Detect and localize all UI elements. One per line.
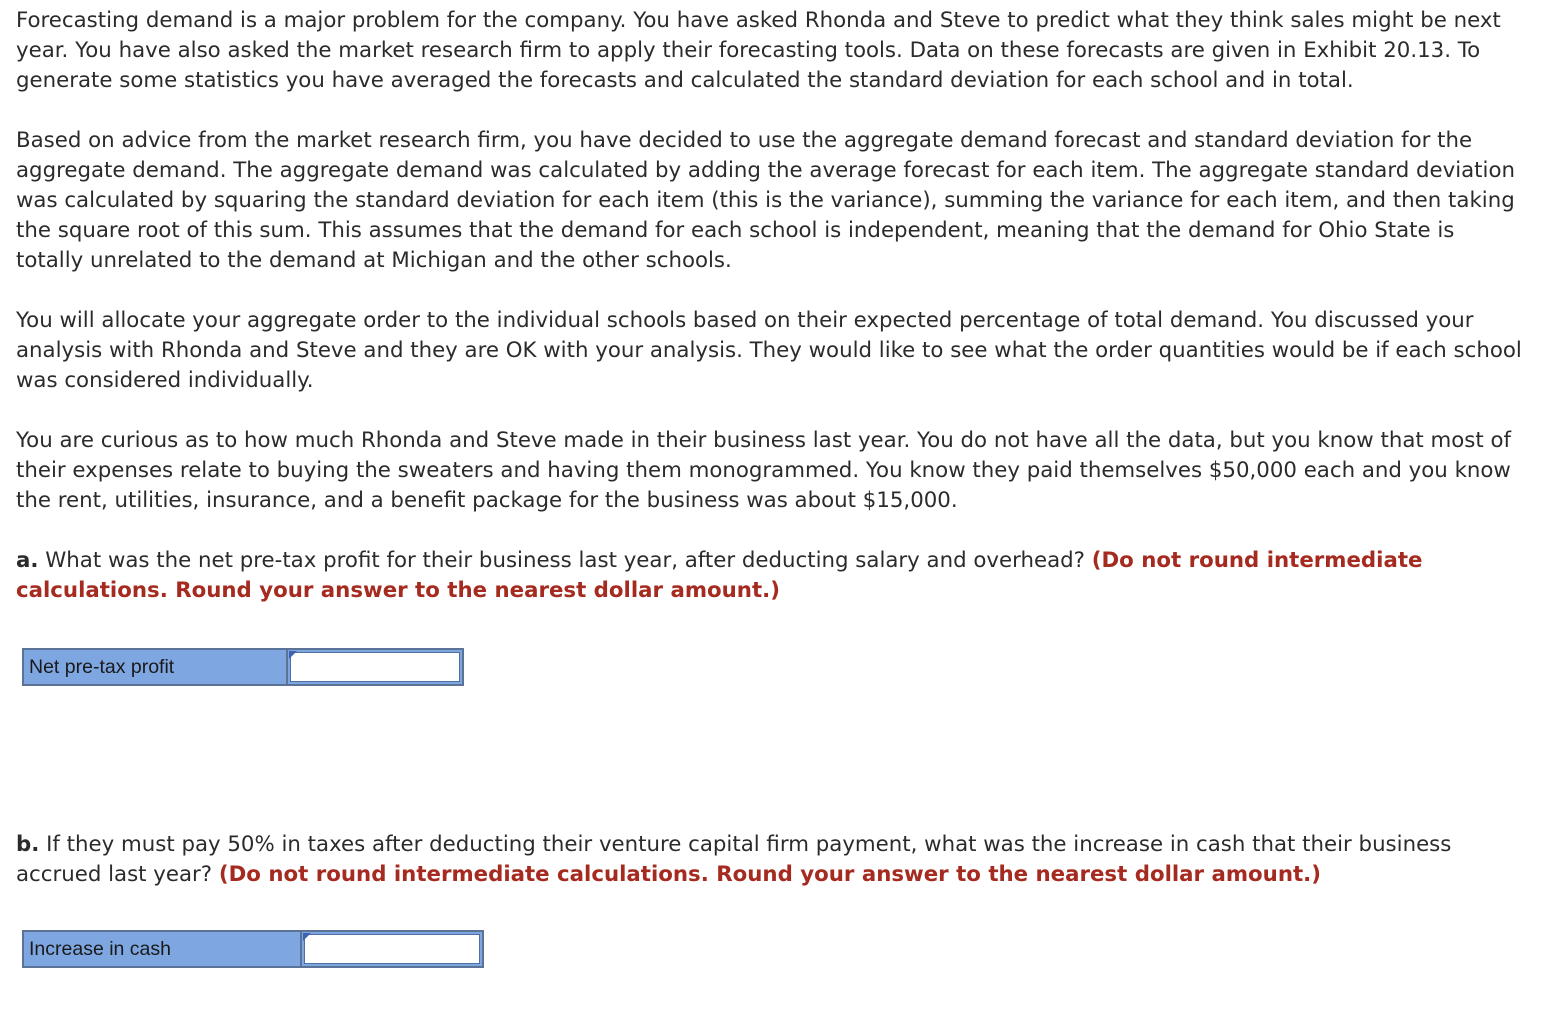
question-b-instruction: (Do not round intermediate calculations. Round your answer to the nearest dollar amount.) [218,862,1321,887]
question-a-letter: a. [16,548,39,573]
increase-in-cash-label: Increase in cash [22,930,302,968]
question-b-letter: b. [16,832,40,857]
question-b-text: If they must pay 50% in taxes after deducting their venture capital firm payment, what was the increase in cash that their business accrued last year? [16,832,1452,887]
cell-marker-icon [289,651,297,659]
answer-cell-a [288,648,464,686]
intro-paragraph-allocation: You will allocate your aggregate order to the individual schools based on their expected percentage of total demand. You discussed your analysis with Rhonda and Steve and they are OK with your analysis. They would like to see what the order quantities would be if each school was considered individually. [16,308,1522,393]
intro-paragraph-aggregate-demand: Based on advice from the market research firm, you have decided to use the aggregate demand forecast and standard deviation for the aggregate demand. The aggregate demand was calculated by adding the average forecast for each item. The aggregate standard deviation was calculated by squaring the standard deviation for each item (this is the variance), summing the variance for each item, and then taking the square root of this sum. This assumes that the demand for each school is independent, meaning that the demand for Ohio State is totally unrelated to the demand at Michigan and the other schools. [16,128,1515,273]
question-a-instruction: (Do not round intermediate calculations. Round your answer to the nearest dollar amount.) [16,548,1423,603]
cell-marker-icon [303,933,311,941]
answer-table-a [22,648,464,686]
increase-in-cash-input[interactable] [304,934,480,964]
question-a-text: What was the net pre-tax profit for their business last year, after deducting salary and overhead? [38,548,1092,573]
question-b [16,830,1526,890]
net-pretax-profit-input[interactable] [290,652,460,682]
net-pretax-profit-label: Net pre-tax profit [22,648,288,686]
answer-table-b [22,930,484,968]
question-a [16,546,1526,606]
intro-paragraph-forecasting: Forecasting demand is a major problem for the company. You have asked Rhonda and Steve to predict what they think sales might be next year. You have also asked the market research firm to apply their forecasting tools. Data on these forecasts are given in Exhibit 20.13. To generate some statistics you have averaged the forecasts and calculated the standard deviation for each school and in total. [16,8,1501,93]
intro-paragraph-expenses: You are curious as to how much Rhonda and Steve made in their business last year. You do not have all the data, but you know that most of their expenses relate to buying the sweaters and having them monogrammed. You know they paid themselves $50,000 each and you know the rent, utilities, insurance, and a benefit package for the business was about $15,000. [16,428,1512,513]
answer-cell-b [302,930,484,968]
